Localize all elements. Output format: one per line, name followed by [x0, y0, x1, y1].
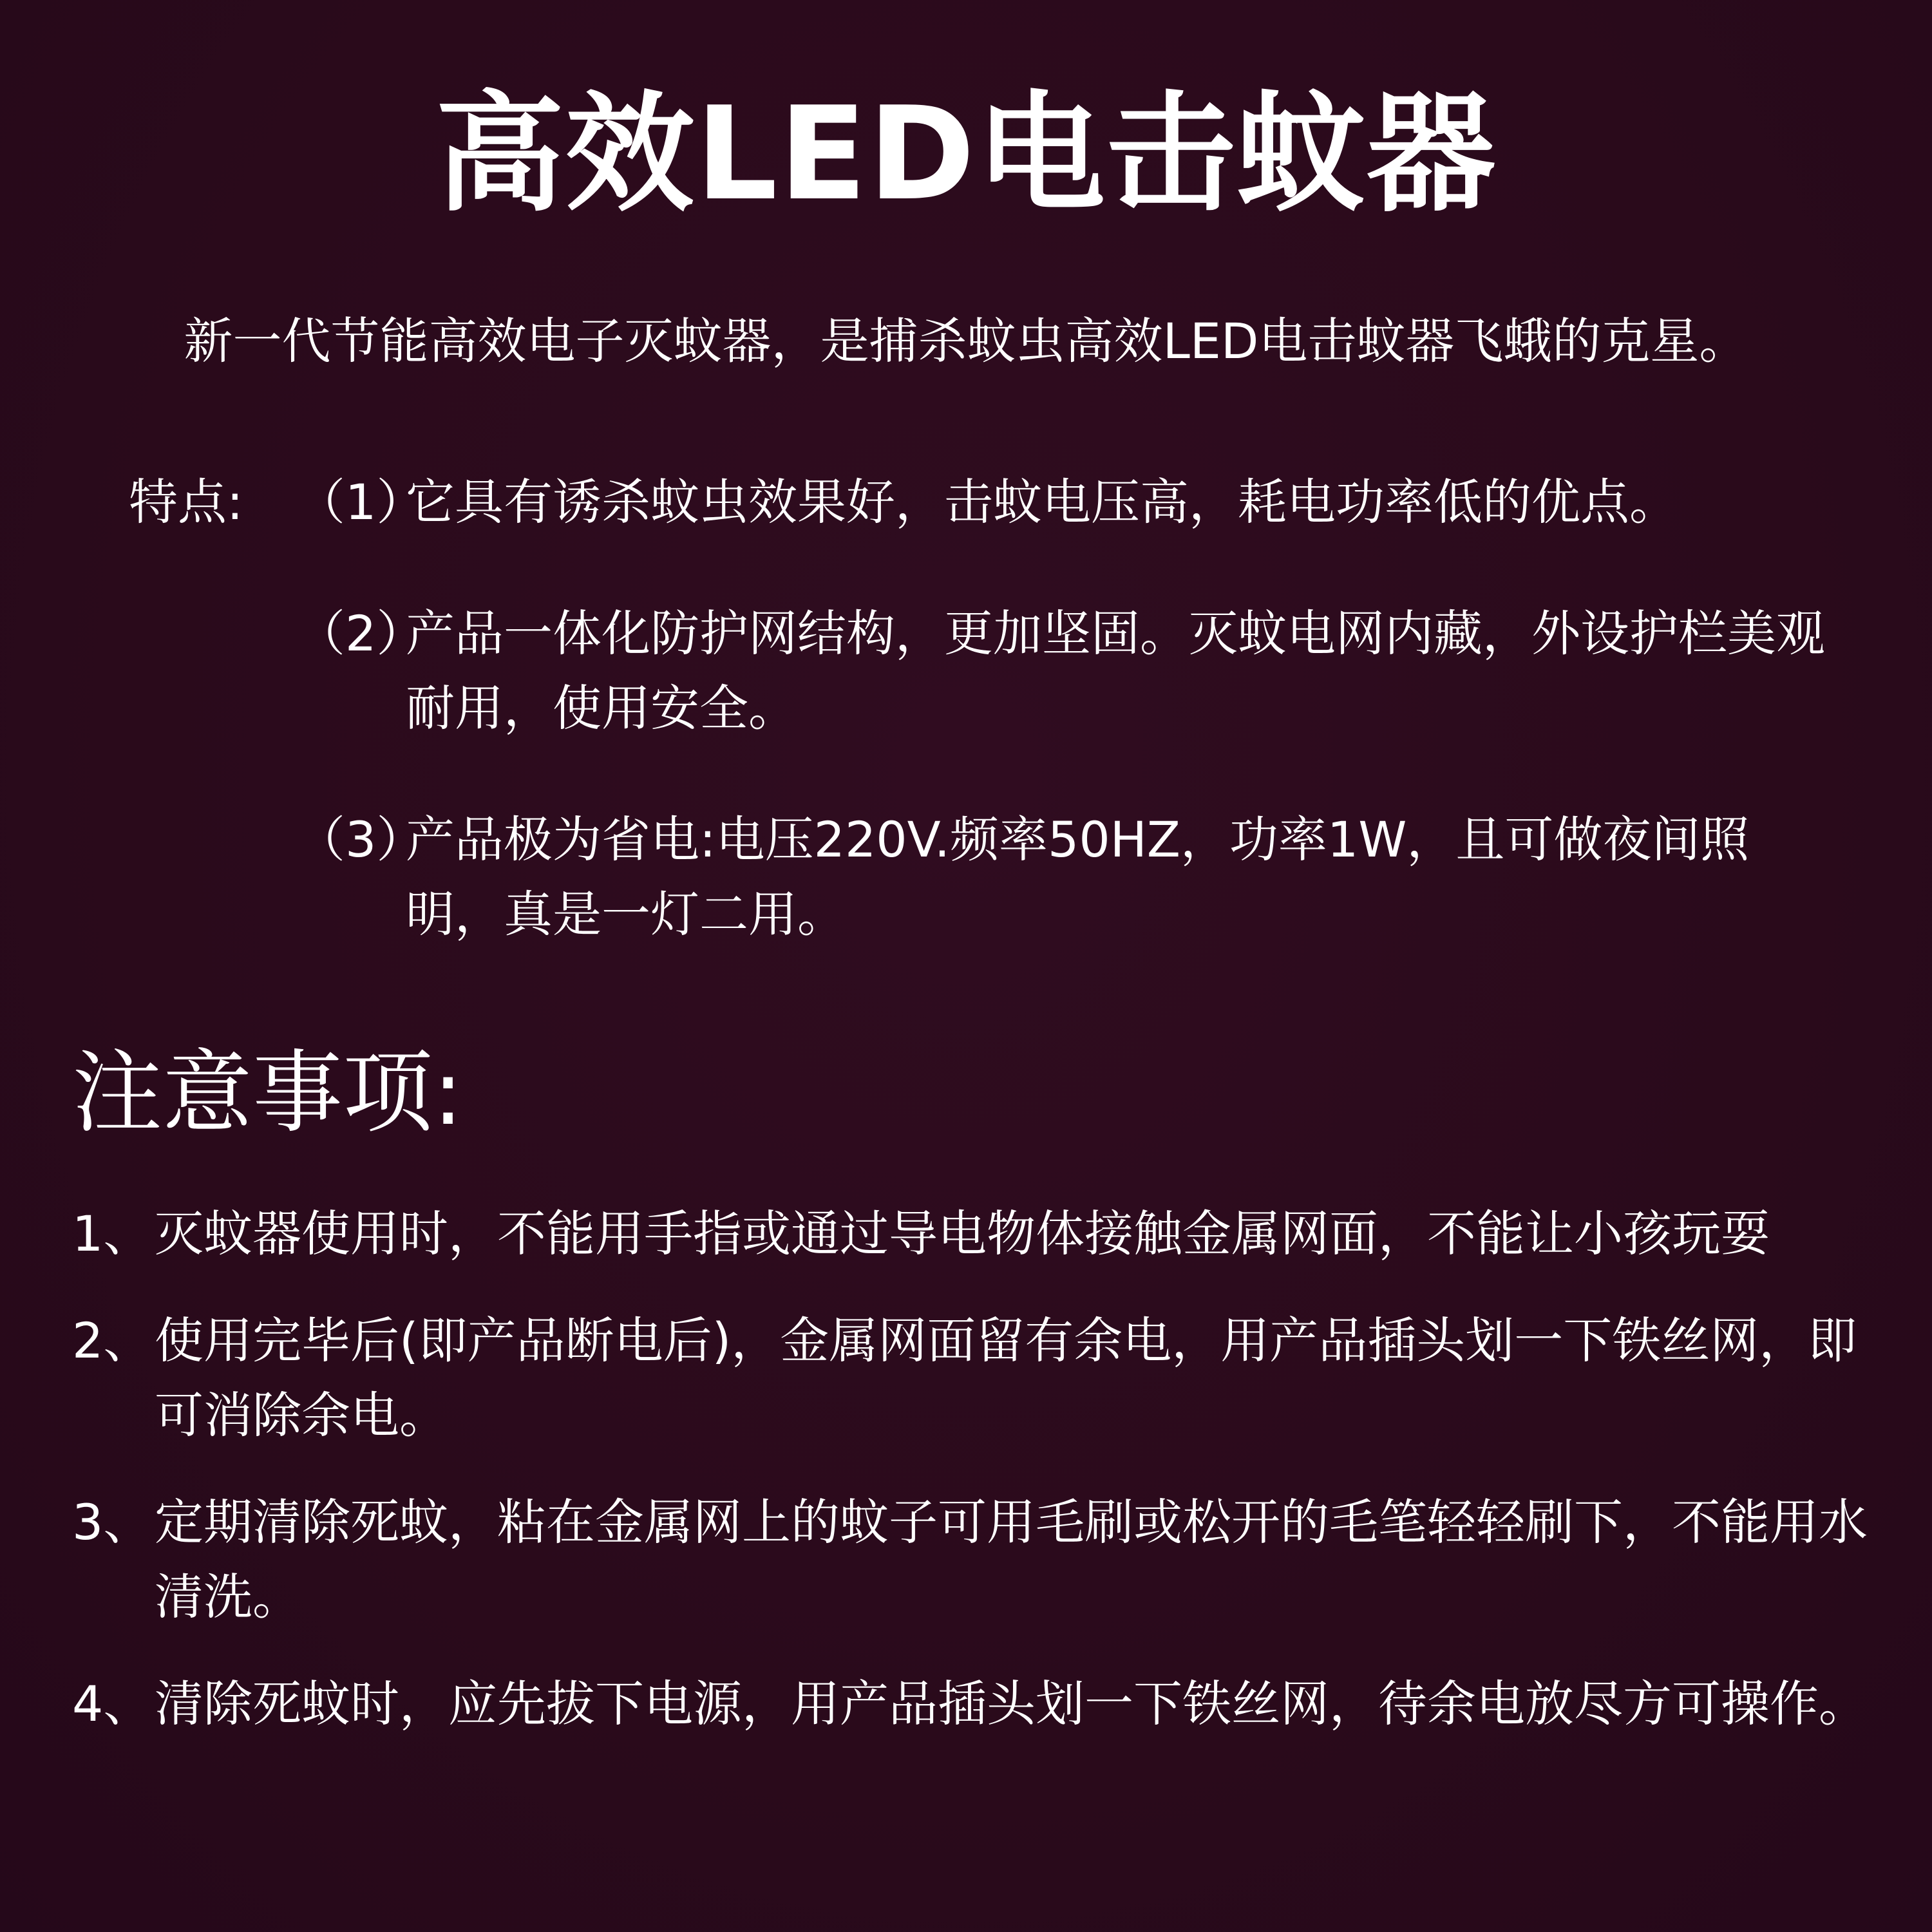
- note-text: 使用完毕后(即产品断电后)，金属网面留有余电，用产品插头划一下铁丝网，即可消除余电。: [155, 1312, 1857, 1444]
- feature-item: [129, 802, 1868, 952]
- feature-text: 它具有诱杀蚊虫效果好，击蚊电压高，耗电功率低的优点。: [406, 473, 1678, 531]
- feature-text: 产品极为省电:电压220V.频率50HZ，功率1W，且可做夜间照明，真是一灯二用。: [406, 811, 1750, 943]
- feature-item: [129, 465, 1868, 540]
- note-number: 3、: [72, 1493, 153, 1551]
- page-title: 高效LED电击蚊器: [435, 79, 1497, 229]
- feature-item: [129, 596, 1868, 746]
- notes-list: [72, 1197, 1895, 1741]
- feature-number: （3）: [296, 811, 426, 868]
- note-item: [72, 1303, 1895, 1453]
- features-section: [129, 465, 1868, 952]
- features-label: 特点:: [129, 473, 243, 531]
- note-text: 清除死蚊时，应先拔下电源，用产品插头划一下铁丝网，待余电放尽方可操作。: [155, 1675, 1868, 1732]
- note-number: 4、: [72, 1675, 153, 1732]
- feature-text: 产品一体化防护网结构，更加坚固。灭蚊电网内藏，外设护栏美观耐用，使用安全。: [406, 605, 1825, 737]
- note-item: [72, 1197, 1895, 1271]
- note-number: 1、: [72, 1205, 153, 1262]
- note-text: 灭蚊器使用时，不能用手指或通过导电物体接触金属网面，不能让小孩玩耍: [155, 1205, 1770, 1262]
- feature-number: （1）: [296, 473, 426, 531]
- note-number: 2、: [72, 1312, 153, 1369]
- note-text: 定期清除死蚊，粘在金属网上的蚊子可用毛刷或松开的毛笔轻轻刷下，不能用水清洗。: [155, 1493, 1868, 1625]
- feature-number: （2）: [296, 605, 426, 662]
- subtitle: 新一代节能高效电子灭蚊器，是捕杀蚊虫高效LED电击蚊器飞蛾的克星。: [184, 312, 1748, 370]
- notes-heading: 注意事项:: [72, 1041, 464, 1146]
- note-item: [72, 1485, 1895, 1634]
- note-item: [72, 1667, 1895, 1741]
